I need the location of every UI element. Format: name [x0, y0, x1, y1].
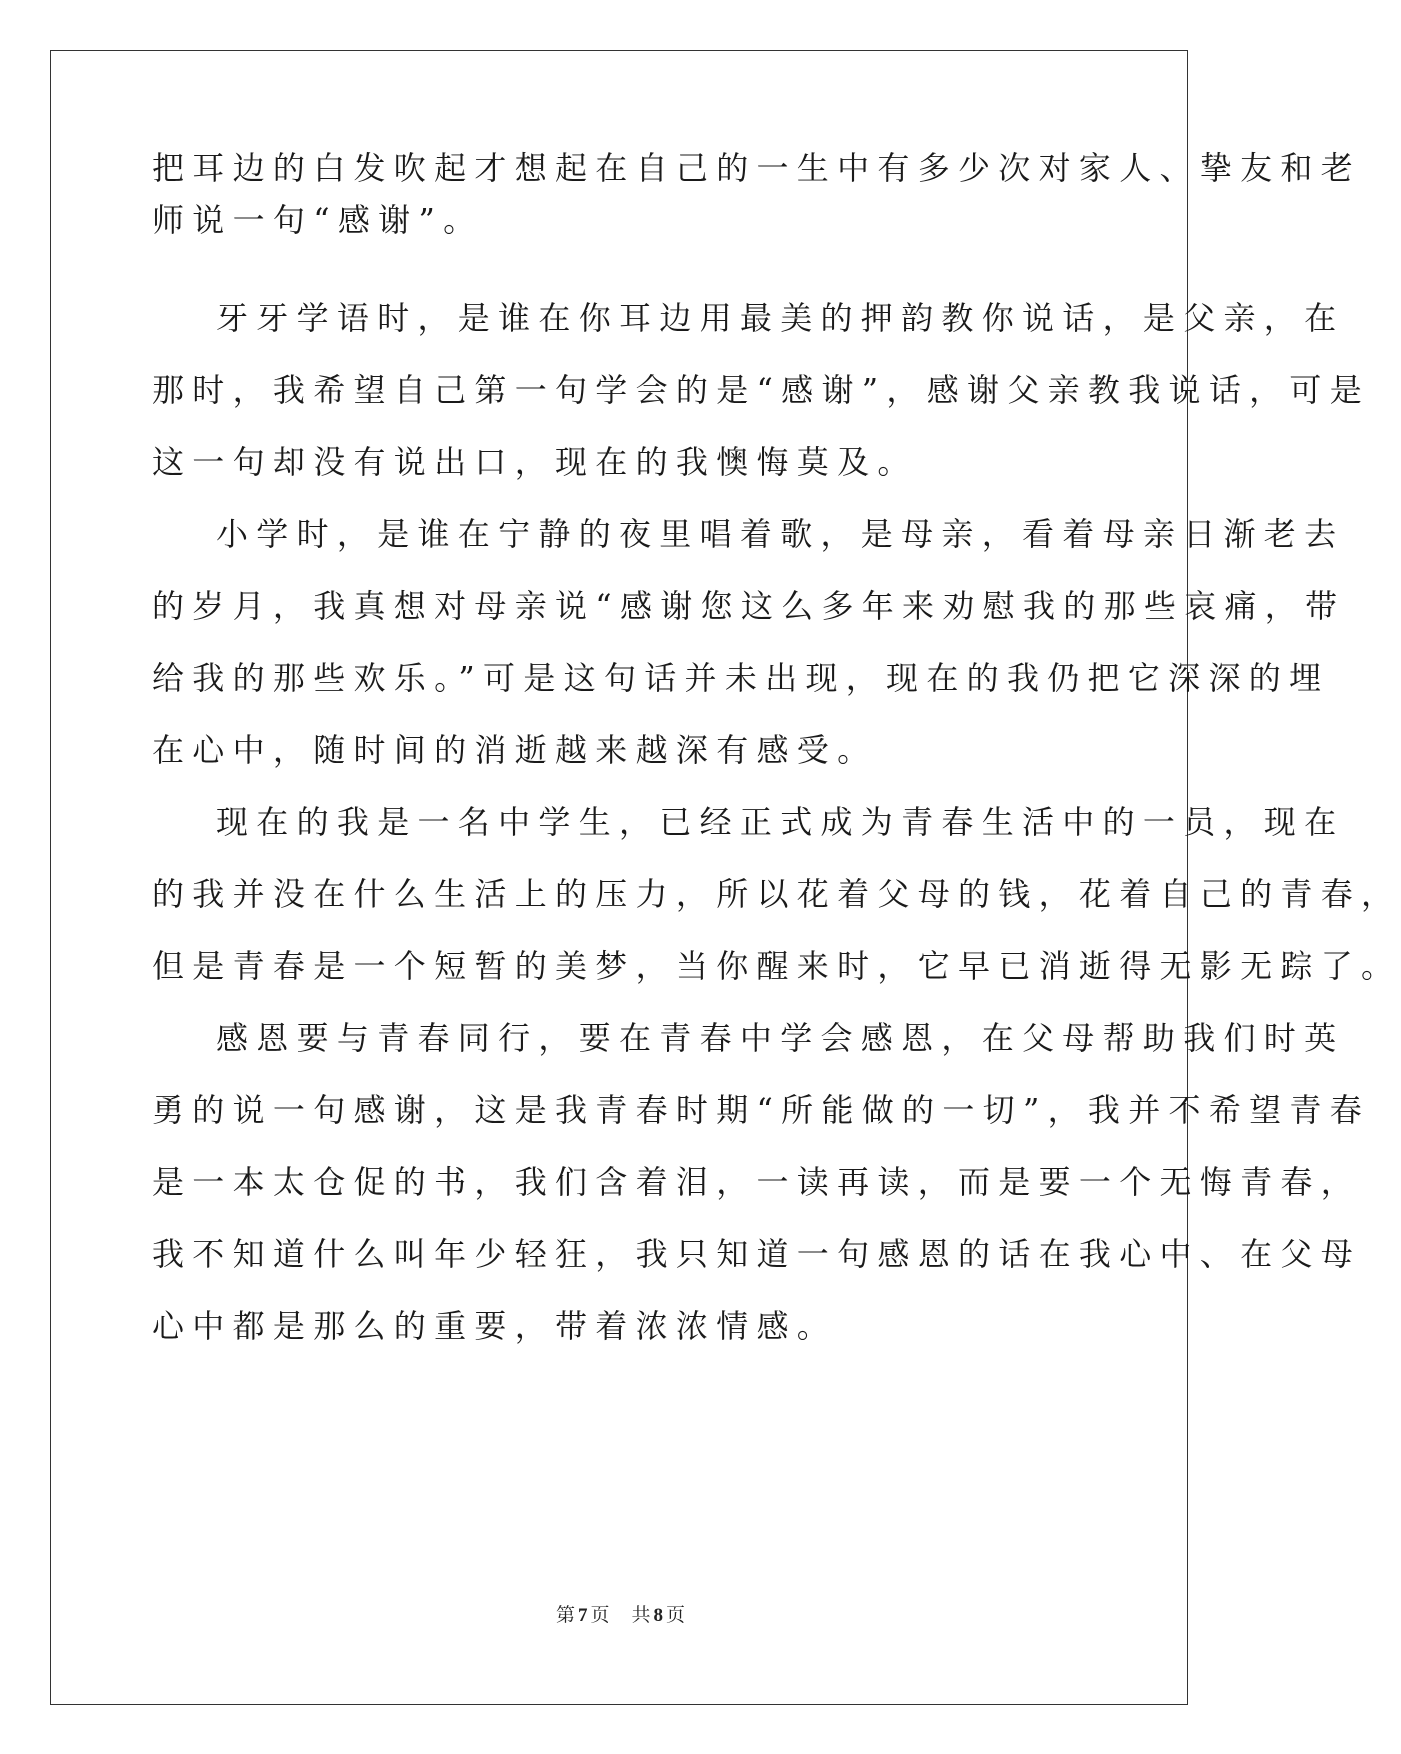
total-unit: 页 [666, 1605, 686, 1626]
text-line: 这一句却没有说出口，现在的我懊悔莫及。 [152, 443, 918, 481]
page-unit: 页 [590, 1605, 610, 1626]
page-current-number: 7 [577, 1605, 588, 1626]
text-line: 那时，我希望自己第一句学会的是“感谢”，感谢父亲教我说话，可是 [152, 371, 1371, 409]
text-line: 但是青春是一个短暂的美梦，当你醒来时，它早已消逝得无影无踪了。 [152, 947, 1401, 985]
text-line: 小学时，是谁在宁静的夜里唱着歌，是母亲，看着母亲日渐老去 [216, 515, 1345, 553]
text-line: 把耳边的白发吹起才想起在自己的一生中有多少次对家人、挚友和老 [152, 149, 1362, 187]
text-line: 我不知道什么叫年少轻狂，我只知道一句感恩的话在我心中、在父母 [152, 1235, 1362, 1273]
text-line: 牙牙学语时，是谁在你耳边用最美的押韵教你说话，是父亲，在 [216, 299, 1345, 337]
text-line: 在心中，随时间的消逝越来越深有感受。 [152, 731, 878, 769]
text-line: 的我并没在什么生活上的压力，所以花着父母的钱，花着自己的青春， [152, 875, 1401, 913]
text-line: 心中都是那么的重要，带着浓浓情感。 [152, 1307, 838, 1345]
page-total-number: 8 [653, 1605, 664, 1626]
text-line: 给我的那些欢乐。”可是这句话并未出现，现在的我仍把它深深的埋 [152, 659, 1330, 697]
page-footer [0, 1604, 1241, 1628]
text-line: 现在的我是一名中学生，已经正式成为青春生活中的一员，现在 [216, 803, 1345, 841]
text-line: 是一本太仓促的书，我们含着泪，一读再读，而是要一个无悔青春， [152, 1163, 1362, 1201]
text-line: 勇的说一句感谢，这是我青春时期“所能做的一切”，我并不希望青春 [152, 1091, 1371, 1129]
text-line: 的岁月，我真想对母亲说“感谢您这么多年来劝慰我的那些哀痛，带 [152, 587, 1346, 625]
text-line: 感恩要与青春同行，要在青春中学会感恩，在父母帮助我们时英 [216, 1019, 1345, 1057]
total-prefix: 共 [631, 1605, 651, 1626]
text-line: 师说一句“感谢”。 [152, 201, 484, 239]
page-prefix: 第 [555, 1605, 575, 1626]
